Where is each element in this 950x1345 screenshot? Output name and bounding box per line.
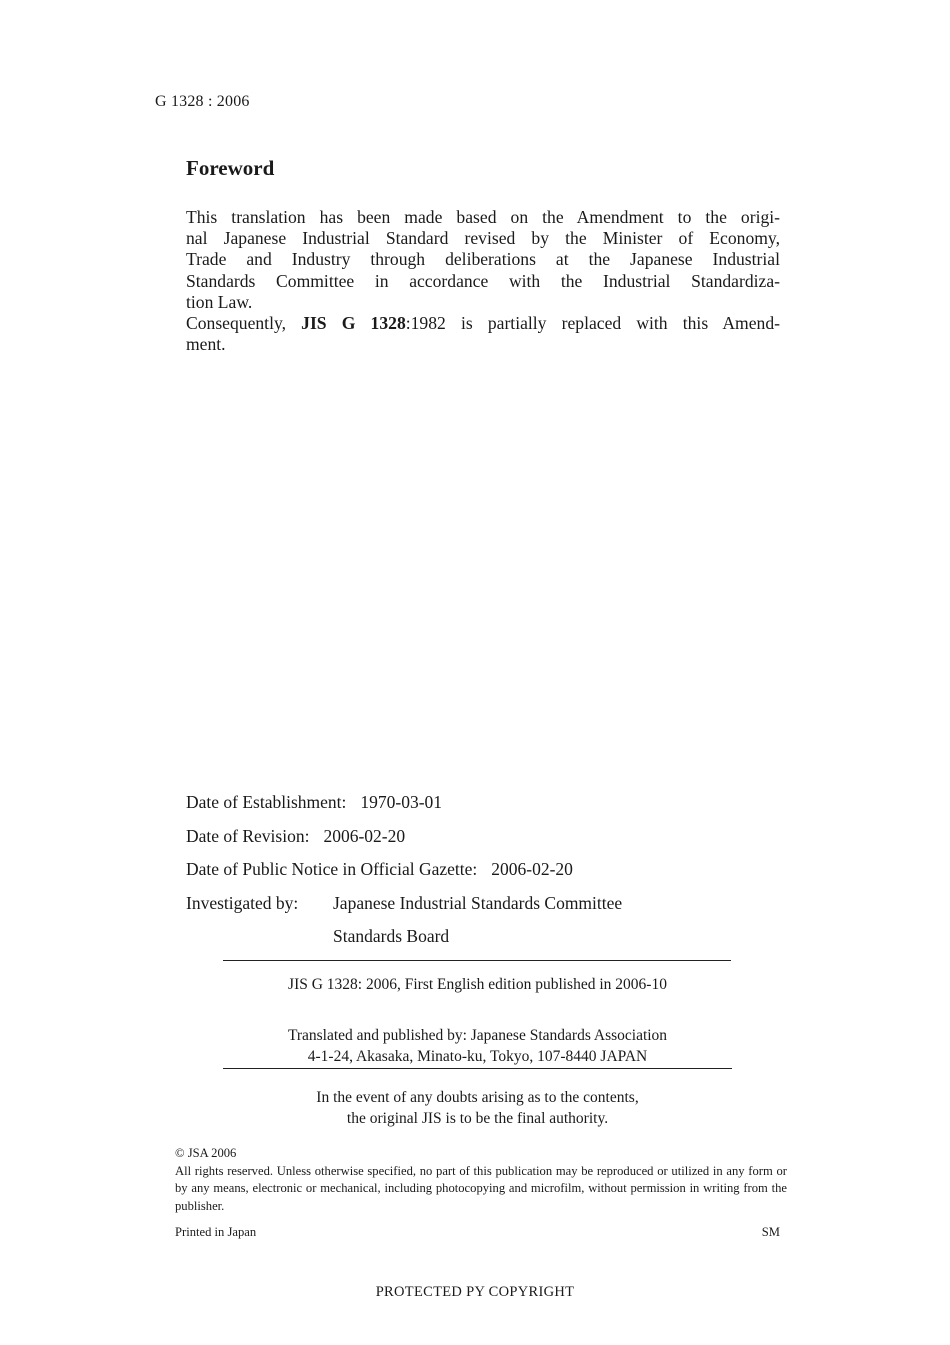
foreword-line: Standards Committee in accordance with the Industrial Standardiza- — [186, 270, 780, 291]
publisher-address: 4-1-24, Akasaka, Minato-ku, Tokyo, 107-8440 JAPAN — [307, 1048, 648, 1065]
date-public-notice-label: Date of Public Notice in Official Gazette: — [186, 859, 478, 879]
date-revision-label: Date of Revision: — [186, 825, 310, 846]
copyright-block — [175, 1145, 787, 1215]
foreword-body — [186, 207, 780, 355]
authority-line-1: In the event of any doubts arising as to the contents, — [316, 1089, 639, 1106]
investigated-by-committee: Japanese Industrial Standards Committee — [333, 892, 623, 913]
investigated-by-row — [186, 893, 746, 960]
date-revision-row — [186, 826, 746, 860]
protected-notice: PROTECTED PY COPYRIGHT — [375, 1284, 575, 1300]
copyright-owner: © JSA 2006 — [175, 1146, 237, 1160]
foreword-line: nal Japanese Industrial Standard revised by the Minister of Economy, — [186, 228, 780, 249]
rights-statement: All rights reserved. Unless otherwise specified, no part of this publication may be reproduced or utilized in any form or by any means, electronic or mechanical, including photocopying and microfilm, without permission in writing from the publisher. — [175, 1163, 787, 1213]
divider-bottom — [223, 1068, 732, 1069]
investigated-by-board: Standards Board — [333, 926, 450, 946]
edition-line: JIS G 1328: 2006, First English edition published in 2006-10 — [288, 976, 667, 993]
date-establishment-value: 1970-03-01 — [360, 792, 443, 812]
authority-notice — [223, 1087, 732, 1129]
authority-line-2: the original JIS is to be the final authority. — [346, 1110, 609, 1127]
jis-reference: JIS G 1328 — [301, 313, 406, 334]
investigated-by-values — [333, 893, 622, 960]
foreword-line: This translation has been made based on the Amendment to the origi- — [186, 207, 780, 227]
date-public-notice-row — [186, 859, 746, 893]
consequently-line — [186, 313, 780, 334]
printed-in: Printed in Japan — [175, 1225, 257, 1239]
consequently-line-2: ment. — [186, 334, 226, 355]
publisher-line: Translated and published by: Japanese Standards Association — [287, 1027, 668, 1044]
foreword-line: Trade and Industry through deliberations at the Japanese Industrial — [186, 249, 780, 270]
consequently-prefix: Consequently, — [186, 313, 302, 334]
printed-row — [175, 1225, 780, 1240]
consequently-suffix: :1982 is partially replaced with this Amend- — [405, 313, 780, 334]
investigated-by-label: Investigated by: — [186, 892, 299, 913]
foreword-line: tion Law. — [186, 291, 253, 312]
dates-block — [186, 792, 746, 960]
date-establishment-label: Date of Establishment: — [186, 792, 347, 812]
publisher-block — [223, 1025, 732, 1067]
date-public-notice-value: 2006-02-20 — [491, 859, 573, 879]
date-establishment-row — [186, 792, 746, 826]
date-revision-value: 2006-02-20 — [323, 825, 406, 846]
divider-top — [223, 960, 731, 961]
standard-code-header: G 1328 : 2006 — [155, 93, 250, 110]
foreword-title: Foreword — [186, 156, 275, 180]
sm-code: SM — [761, 1225, 780, 1239]
